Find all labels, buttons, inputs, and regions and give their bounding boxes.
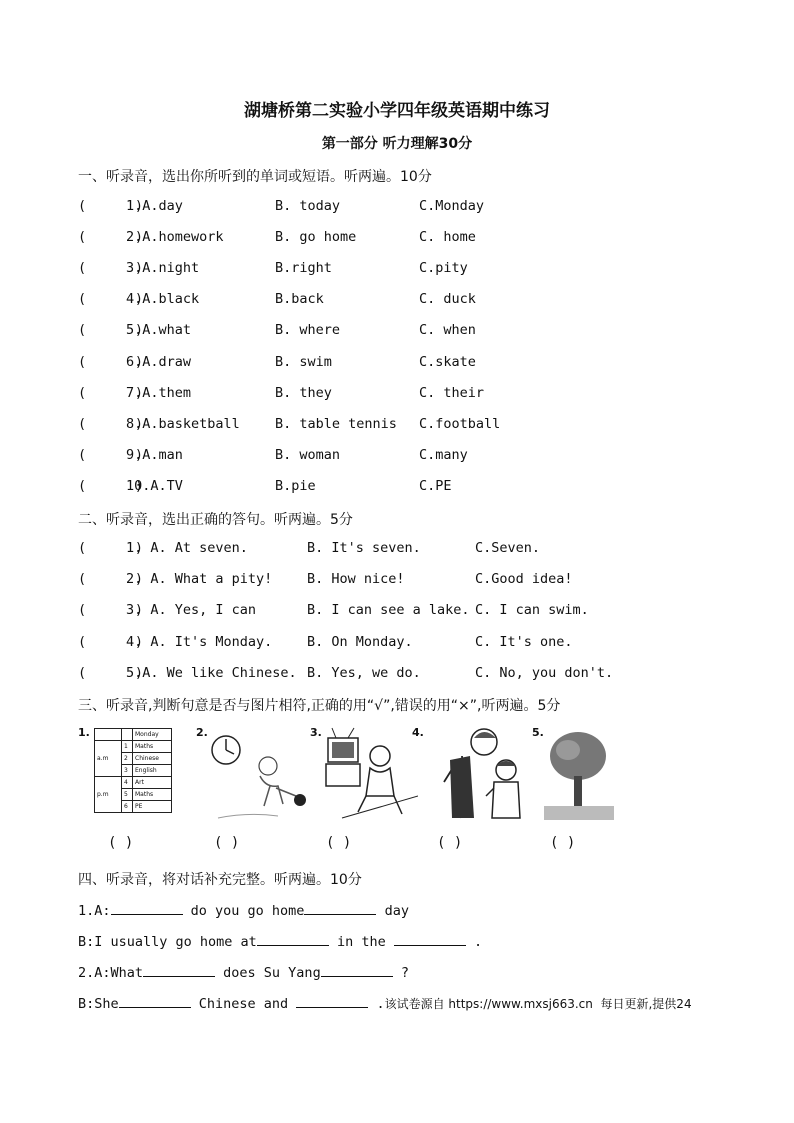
- option-c[interactable]: C. their: [419, 384, 485, 401]
- dialogue-text: Chinese and: [190, 996, 297, 1012]
- schedule-period: 2: [122, 753, 133, 765]
- schedule-pm: p.m: [95, 777, 122, 813]
- picture-number: 5.: [532, 726, 544, 739]
- section4-heading: 四、听录音，将对话补充完整。听两遍。10分: [78, 872, 362, 888]
- schedule-period: 5: [122, 789, 133, 801]
- answer-bracket[interactable]: ( ): [78, 353, 144, 370]
- answer-bracket[interactable]: ( ): [78, 415, 144, 432]
- option-c[interactable]: C.football: [419, 415, 501, 432]
- answer-bracket[interactable]: ( ): [78, 602, 144, 619]
- option-a[interactable]: 5.A. We like Chinese.: [126, 664, 297, 681]
- schedule-period: 4: [122, 777, 133, 789]
- picture-number: 3.: [310, 726, 322, 739]
- option-b[interactable]: B. Yes, we do.: [307, 664, 421, 681]
- option-c[interactable]: C.PE: [419, 477, 452, 494]
- option-a[interactable]: 1.A.day: [126, 198, 183, 214]
- answer-bracket[interactable]: ( ): [78, 198, 144, 214]
- option-b[interactable]: B. On Monday.: [307, 633, 413, 650]
- schedule-subject: Art: [133, 777, 172, 789]
- section3-heading: 三、听录音,判断句意是否与图片相符,正确的用“√”,错误的用“×”,听两遍。5分: [78, 698, 561, 714]
- picture-number: 4.: [412, 726, 424, 739]
- dialogue-text: day: [376, 903, 409, 919]
- answer-bracket[interactable]: ( ): [78, 633, 144, 650]
- schedule-subject: English: [133, 765, 172, 777]
- schedule-subject: Chinese: [133, 753, 172, 765]
- option-a[interactable]: 6.A.draw: [126, 353, 192, 370]
- dialogue-line: [78, 902, 409, 919]
- schedule-am: a.m: [95, 741, 122, 777]
- option-b[interactable]: B. It's seven.: [307, 540, 421, 556]
- option-c[interactable]: C. I can swim.: [475, 602, 589, 619]
- section1-heading: 一、听录音，选出你所听到的单词或短语。听两遍。10分: [78, 169, 432, 185]
- option-c[interactable]: C.Monday: [419, 198, 485, 214]
- section3-pictures: [78, 726, 638, 826]
- page-title: 湖塘桥第二实验小学四年级英语期中练习: [244, 101, 550, 121]
- answer-bracket[interactable]: ( ): [214, 835, 240, 851]
- dialogue-text: ?: [392, 965, 409, 981]
- dialogue-text: .: [465, 934, 483, 950]
- option-c[interactable]: C.Good idea!: [475, 571, 573, 588]
- answer-bracket[interactable]: ( ): [78, 322, 144, 339]
- schedule-period: 3: [122, 765, 133, 777]
- dialogue-text: in the: [328, 934, 394, 950]
- answer-blank[interactable]: [119, 995, 191, 1008]
- answer-bracket[interactable]: ( ): [550, 835, 576, 851]
- option-a[interactable]: 2.A.homework: [126, 229, 224, 246]
- clock-football-picture: [208, 726, 308, 822]
- picture-number: 1.: [78, 726, 90, 739]
- option-b[interactable]: B. go home: [275, 229, 357, 246]
- answer-bracket[interactable]: ( ): [78, 260, 144, 277]
- option-c[interactable]: C. No, you don't.: [475, 664, 614, 681]
- option-a[interactable]: 7.A.them: [126, 384, 192, 401]
- answer-blank[interactable]: [257, 933, 329, 946]
- option-a[interactable]: 8.A.basketball: [126, 415, 240, 432]
- dialogue-text: B:I usually go home at: [78, 934, 257, 950]
- dialogue-line: [78, 995, 692, 1012]
- option-c[interactable]: C.skate: [419, 353, 476, 370]
- option-b[interactable]: B.pie: [275, 477, 316, 494]
- two-people-picture: [424, 726, 524, 822]
- picture-number: 2.: [196, 726, 208, 739]
- dialogue-text: B:She: [78, 996, 119, 1012]
- option-b[interactable]: B. where: [275, 322, 341, 339]
- answer-bracket[interactable]: ( ): [78, 571, 144, 588]
- option-c[interactable]: C. duck: [419, 291, 476, 308]
- page-subtitle: 第一部分 听力理解30分: [321, 136, 473, 152]
- schedule-subject: Maths: [133, 741, 172, 753]
- option-a[interactable]: 3. A. Yes, I can: [126, 602, 257, 619]
- option-c[interactable]: C.Seven.: [475, 540, 541, 556]
- schedule-subject: PE: [133, 801, 172, 813]
- section2-heading: 二、听录音，选出正确的答句。听两遍。5分: [78, 512, 353, 528]
- answer-bracket[interactable]: ( ): [78, 477, 144, 494]
- source-note: 该试卷源自 https://www.mxsj663.cn 每日更新,提供24: [384, 997, 692, 1011]
- option-a[interactable]: 2. A. What a pity!: [126, 571, 273, 588]
- option-b[interactable]: B. swim: [275, 353, 332, 370]
- option-a[interactable]: 9.A.man: [126, 446, 183, 463]
- option-a[interactable]: 10.A.TV: [126, 477, 183, 494]
- option-b[interactable]: B. I can see a lake.: [307, 602, 470, 619]
- option-a[interactable]: 4.A.black: [126, 291, 200, 308]
- dialogue-text: 2.A:What: [78, 965, 144, 981]
- schedule-header: Monday: [133, 729, 172, 741]
- dialogue-line: [78, 933, 482, 950]
- answer-bracket[interactable]: ( ): [108, 835, 134, 851]
- option-b[interactable]: B. they: [275, 384, 332, 401]
- answer-blank[interactable]: [304, 902, 376, 915]
- schedule-subject: Maths: [133, 789, 172, 801]
- option-c[interactable]: C.many: [419, 446, 468, 463]
- dialogue-text: do you go home: [182, 903, 305, 919]
- answer-bracket[interactable]: ( ): [326, 835, 352, 851]
- schedule-period: 6: [122, 801, 133, 813]
- option-c[interactable]: C. when: [419, 322, 476, 339]
- answer-blank[interactable]: [111, 902, 183, 915]
- option-a[interactable]: 5.A.what: [126, 322, 192, 339]
- answer-blank[interactable]: [296, 995, 368, 1008]
- tv-child-picture: [322, 726, 418, 822]
- option-c[interactable]: C.pity: [419, 260, 468, 277]
- option-b[interactable]: B. woman: [275, 446, 341, 463]
- option-c[interactable]: C. home: [419, 229, 476, 246]
- option-b[interactable]: B. How nice!: [307, 571, 405, 588]
- schedule-period: 1: [122, 741, 133, 753]
- option-b[interactable]: B.back: [275, 291, 324, 308]
- answer-bracket[interactable]: ( ): [78, 229, 144, 246]
- dialogue-text: 1.A:: [78, 903, 111, 919]
- answer-bracket[interactable]: ( ): [437, 835, 463, 851]
- answer-bracket[interactable]: ( ): [78, 664, 144, 681]
- answer-blank[interactable]: [143, 964, 215, 977]
- option-c[interactable]: C. It's one.: [475, 633, 573, 650]
- option-b[interactable]: B. table tennis: [275, 415, 397, 432]
- option-b[interactable]: B.right: [275, 260, 332, 277]
- option-a[interactable]: 4. A. It's Monday.: [126, 633, 273, 650]
- dialogue-line: [78, 964, 409, 981]
- answer-bracket[interactable]: ( ): [78, 291, 144, 308]
- tree-picture: [544, 726, 624, 822]
- dialogue-text: .: [368, 996, 385, 1012]
- answer-bracket[interactable]: ( ): [78, 446, 144, 463]
- schedule-table-picture: [94, 728, 172, 824]
- option-b[interactable]: B. today: [275, 198, 341, 214]
- answer-blank[interactable]: [394, 933, 466, 946]
- answer-bracket[interactable]: ( ): [78, 540, 144, 556]
- answer-blank[interactable]: [321, 964, 393, 977]
- schedule-table: [94, 728, 172, 813]
- answer-bracket[interactable]: ( ): [78, 384, 144, 401]
- dialogue-text: does Su Yang: [215, 965, 321, 981]
- option-a[interactable]: 3.A.night: [126, 260, 200, 277]
- option-a[interactable]: 1. A. At seven.: [126, 540, 248, 556]
